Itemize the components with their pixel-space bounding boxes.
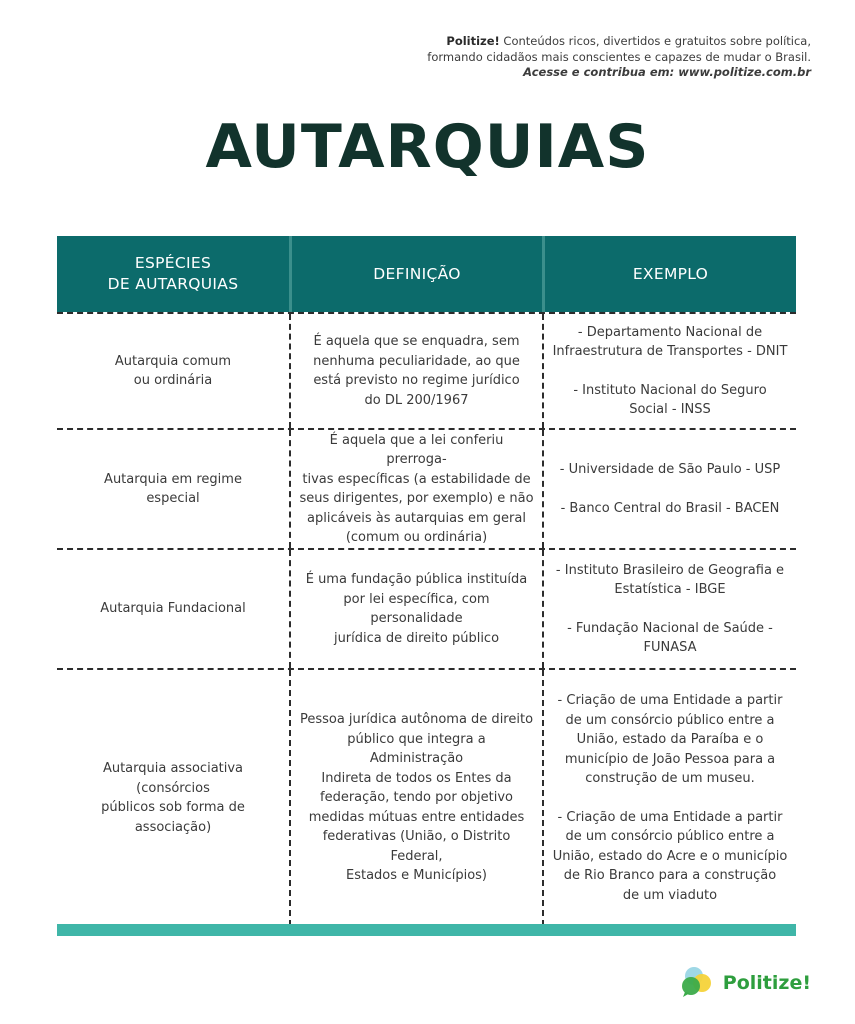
cell-especie: Autarquia Fundacional bbox=[100, 601, 246, 617]
table-header bbox=[57, 236, 796, 312]
cell-definicao: É aquela que se enquadra, sem nenhuma peculiaridade, ao que está previsto no regime jurídico do DL 200/1967 bbox=[289, 314, 542, 428]
cell-definicao: É uma fundação pública instituída por lei específica, com personalidade jurídica de direito público bbox=[289, 550, 542, 668]
brand-name: Politize! bbox=[722, 972, 811, 994]
header-brand: Politize! bbox=[446, 34, 500, 48]
cell-exemplos bbox=[542, 550, 796, 668]
cell-especie: Autarquia comum ou ordinária bbox=[114, 353, 232, 388]
header-especies: ESPÉCIES DE AUTARQUIAS bbox=[107, 254, 239, 293]
cell-exemplos bbox=[542, 430, 796, 548]
table-row bbox=[57, 428, 796, 548]
header-note-line2: formando cidadãos mais conscientes e capazes de mudar o Brasil. bbox=[427, 49, 811, 64]
table-row bbox=[57, 312, 796, 428]
example-item: - Instituto Nacional do Seguro Social - INSS bbox=[573, 382, 767, 417]
example-item: - Banco Central do Brasil - BACEN bbox=[560, 500, 780, 516]
table-row bbox=[57, 668, 796, 926]
example-item: - Criação de uma Entidade a partir de um consórcio público entre a União, estado da Paraíba e o município de João Pessoa para a construção de um museu. bbox=[557, 693, 783, 786]
header-note bbox=[291, 34, 811, 81]
brand-footer bbox=[679, 964, 811, 1002]
header-definicao: DEFINIÇÃO bbox=[289, 236, 542, 312]
cell-exemplos bbox=[542, 314, 796, 428]
example-item: - Instituto Brasileiro de Geografia e Estatística - IBGE bbox=[555, 562, 785, 597]
speech-bubbles-logo-icon bbox=[679, 964, 715, 1002]
cell-especie: Autarquia em regime especial bbox=[104, 471, 242, 506]
cell-exemplos bbox=[542, 670, 796, 926]
cell-especie: Autarquia associativa (consórcios públicos sob forma de associação) bbox=[101, 761, 245, 835]
cell-definicao: É aquela que a lei conferiu prerroga- tivas específicas (a estabilidade de seus dirigentes, por exemplo) e não aplicáveis às autarquias em geral (comum ou ordinária) bbox=[289, 430, 542, 548]
example-item: - Departamento Nacional de Infraestrutura de Transportes - DNIT bbox=[552, 324, 788, 359]
header-note-cta: Acesse e contribua em: www.politize.com.br bbox=[523, 65, 811, 79]
cell-definicao: Pessoa jurídica autônoma de direito público que integra a Administração Indireta de todos os Entes da federação, tendo por objetivo medidas mútuas entre entidades federativas (União, o Distrito Federal, Estados e Municípios) bbox=[289, 670, 542, 926]
header-exemplo: EXEMPLO bbox=[542, 236, 796, 312]
example-item: - Fundação Nacional de Saúde - FUNASA bbox=[567, 620, 773, 655]
table-row bbox=[57, 548, 796, 668]
example-item: - Universidade de São Paulo - USP bbox=[559, 462, 781, 477]
page-title: AUTARQUIAS bbox=[205, 112, 650, 182]
bottom-accent-bar bbox=[57, 924, 796, 936]
autarquias-table bbox=[57, 236, 796, 926]
header-note-line1: Politize! Conteúdos ricos, divertidos e gratuitos sobre política, bbox=[446, 34, 811, 48]
example-item: - Criação de uma Entidade a partir de um consórcio público entre a União, estado do Acre e o município de Rio Branco para a construção de um viaduto bbox=[552, 809, 788, 903]
